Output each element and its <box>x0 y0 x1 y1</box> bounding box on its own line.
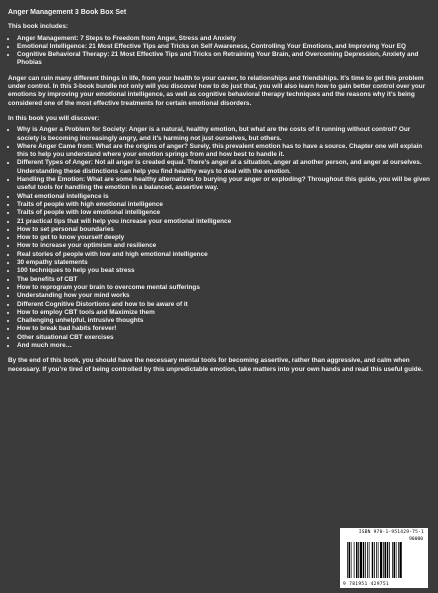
topic-item: • Traits of people with high emotional intelligence <box>17 201 430 209</box>
topic-item: • Different Types of Anger: Not all anger is created equal. There’s anger at a situation, anger at another person, and anger at ourselves. Understanding these distinctions can help you find healthy ways to deal with the emotion. <box>17 159 430 176</box>
topic-item: • Understanding how your mind works <box>17 292 430 300</box>
topic-item: • Where Anger Came from: What are the origins of anger? Surely, this prevalent emotion has to have a source. Chapter one will explain this to help you understand where your emotion springs from and how best to handle it. <box>17 143 430 160</box>
topic-item: • Traits of people with low emotional intelligence <box>17 209 430 217</box>
topic-list <box>8 126 430 350</box>
isbn-barcode <box>340 528 428 588</box>
topic-item: • Real stories of people with low and high emotional intelligence <box>17 251 430 259</box>
topic-item: • How to break bad habits forever! <box>17 325 430 333</box>
box-set-title: Anger Management 3 Book Box Set <box>8 9 127 16</box>
topic-item: • 30 empathy statements <box>17 259 430 267</box>
book-item: • Emotional Intelligence: 21 Most Effective Tips and Tricks on Self Awareness, Controlling Your Emotions, and Improving Your EQ <box>17 43 430 51</box>
topic-item: • How to increase your optimism and resilience <box>17 242 430 250</box>
topic-item: • Handling the Emotion: What are some healthy alternatives to burying your anger or exploding? Throughout this guide, you will be given useful tools for handling the emotion in a balanced, assertive way. <box>17 176 430 193</box>
topic-item: • Challenging unhelpful, intrusive thoughts <box>17 317 430 325</box>
topic-item: • What emotional intelligence is <box>17 193 430 201</box>
topic-item: • The benefits of CBT <box>17 276 430 284</box>
cover-text <box>8 9 430 381</box>
includes-label: This book includes: <box>8 23 69 31</box>
topic-item: • Different Cognitive Distortions and how to be aware of it <box>17 301 430 309</box>
book-item: • Cognitive Behavioral Therapy: 21 Most Effective Tips and Tricks on Retraining Your Brain, and Overcoming Depression, Anxiety and Phobias <box>17 51 430 68</box>
price-code: 90000 <box>409 537 423 542</box>
barcode-bars <box>347 542 423 578</box>
topic-item: • How to set personal boundaries <box>17 226 430 234</box>
book-item: • Anger Management: 7 Steps to Freedom from Anger, Stress and Anxiety <box>17 35 430 43</box>
topic-item: • Why is Anger a Problem for Society: Anger is a natural, healthy emotion, but what are the costs of it running without control? Our society is becoming increasingly angry, and it’s harming not just ourselves, but others. <box>17 126 430 143</box>
intro-paragraph: Anger can ruin many different things in life, from your health to your career, to relationships and friendships. It’s time to get this problem under control. In this 3-book bundle not only will you discover how to do just that, you will also learn how to gain better control over your emotions by improving your emotional intelligence, as well as cognitive behavioral therapy techniques and the reasons why it’s being considered one of the most effective treatments for certain emotional disorders. <box>8 74 426 107</box>
topic-item: • 21 practical tips that will help you increase your emotional intelligence <box>17 218 430 226</box>
topic-item: • Other situational CBT exercises <box>17 334 430 342</box>
barcode-digits: 9 781951 429751 <box>343 582 389 587</box>
discover-label: In this book you will discover: <box>8 114 100 122</box>
book-list <box>8 35 430 68</box>
topic-item: • 100 techniques to help you beat stress <box>17 267 430 275</box>
topic-item: • How to reprogram your brain to overcome mental sufferings <box>17 284 430 292</box>
topic-item: • And much more… <box>17 342 430 350</box>
isbn-label: ISBN 978-1-951429-75-1 <box>358 530 424 535</box>
topic-item: • How to get to know yourself deeply <box>17 234 430 242</box>
conclusion-paragraph: By the end of this book, you should have the necessary mental tools for becoming assertive, rather than aggressive, and calm when necessary. If you’re tired of being controlled by this unpredictable emotion, take matters into your own hands and read this useful guide. <box>8 357 423 373</box>
topic-item: • How to employ CBT tools and Maximize them <box>17 309 430 317</box>
